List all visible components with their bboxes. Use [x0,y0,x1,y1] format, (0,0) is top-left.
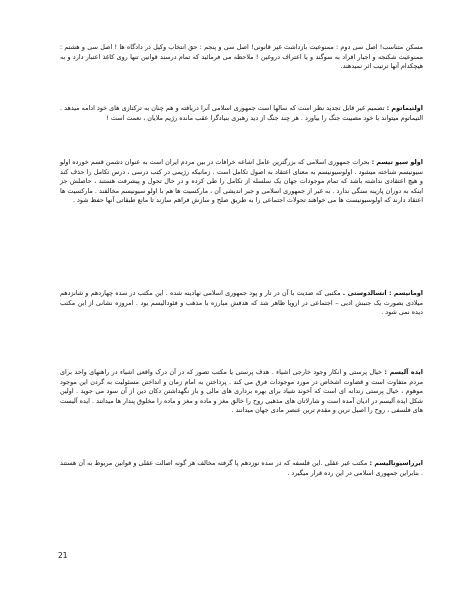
paragraph-evolutionism [60,158,423,206]
paragraph-term: ایده آلیسم : [384,368,423,376]
paragraph-text: خیال پرستی و انکار وجود خارجی اشیاء . هدف پرستی یا مکتب تصور که در آن درک واقعی اشیاء در راهنهای واحد برای مردم متفاوت است و قضاوت اشخاص در مورد موجودات فرق می کند . پرداختن به امام زمان و انداختن مسئولیت به گردن این موجود موهوم ، خیال پرستی رندانه ای است که آخوند شیاد برای بهره برداری های مالی و باز نگهداشتن دکان دین از آن سود می جوید . اولین شکل ایده آلیسم در ادیان آمده است و شارلاتان های مذهبی روح را خالق مغز و ماده و مغز و ماده را مخلوق پندار ها میدانند . ایده آلیست های فلسفی ، روح را اصیل ترین و مقدم ترین عنصر مادی جهان میدانند . [60,368,423,415]
paragraph-text: مکتب غیر عقلی .این فلسفه که در سده نوزدهم پا گرفته مخالف هر گونه اصالت عقلی و قوانین مربوط به آن هستند . بنابراین جمهوری اسلامی در این رده قرار میگیرد . [60,459,423,477]
paragraph-ultimatum [60,104,423,123]
paragraph-term: ایرراسیونالیسم : [369,459,423,467]
paragraph-text: بحرات جمهوری اسلامی که بزرگترین عامل اشاعه خرافات در بین مردم ایران است به عنوان دشمن قسم خورده اولو سیونیسم شناخته میشود . اولوسیونیسم به معنای اعتقاد به اصول تکامل است . زمانیکه رژیمی در کتب درسی ، درس تکامل را حذف کند و هیچ اعتقادی نداشته باشد که تمام موجودات جهان یک سلسله از تکامل را طی کرده و در حال تحول و پیشرفت هستند ، حاصلش جز اینکه به دوران پارینه سنگی ندارد . به غیر از جمهوری اسلامی و جبر اندیشی آن ، مارکسیت ها هم با اولو سیونیسم مخالفند . مارکسیت ها اعتقاد دارند که اولوسیونیست ها می خواهند تحولات اجتماعی را به طریق صلح و سازش فراهم سازند تا مانع طبقاتی آنها حفظ شود . [60,158,423,205]
paragraph-term: اومانیسم : انسالدوستی . [342,289,423,297]
paragraph-term: اولتیماتوم : [386,104,423,112]
paragraph-humanism [60,289,423,318]
paragraph-idealism [60,368,423,416]
page-number: 21 [58,551,68,560]
paragraph-text: مکتبی که ضدیت با آن در تار و پود جمهوری اسلامی نهادینه شده . این مکتب در سده چهاردهم و شانزدهم میلادی بصورت یک جنبش ادبی – اجتماعی در اروپا ظاهر شد که هدفش مبارزه با مذهب و فئودالیسم بود . امروزه نشانی از این مکتب دیده نمی شود . [60,289,423,317]
paragraph-irrationalism [60,459,423,478]
paragraph-term: اولو سیو تیسم : [371,158,423,166]
paragraph-text: مسکن متناسب! اصل سی دوم : ممنوعیت بازداشت غیر قانونی! اصل سی و پنجم : حق انتخاب وکیل در دادگاه ها ! اصل سی و هشتم : ممنوعیت شکنجه و اجبار افراد به سوگند و یا اعتراف دروغین ! ملاحظه می فرمائید که تمام درسند قوانین تنها روی کاغذ اعتبار دارد و به هیچکدام آنها ترتیب اثر نمیدهند. [60,43,423,71]
paragraph-text: تصمیم غیر قابل تجدید نظر است که سالها است جمهوری اسلامی آنرا دریافته و هم چنان به ترکتازی های خود ادامه میدهد . التیماتوم میتواند با خود مصیبت جنگ را بیاورد . هر چند جنگ از دید رهبری بنیادگرا عقب مانده رژیم ملایان ، نعمت است ! [60,104,423,122]
paragraph-constitution-articles [60,43,423,72]
